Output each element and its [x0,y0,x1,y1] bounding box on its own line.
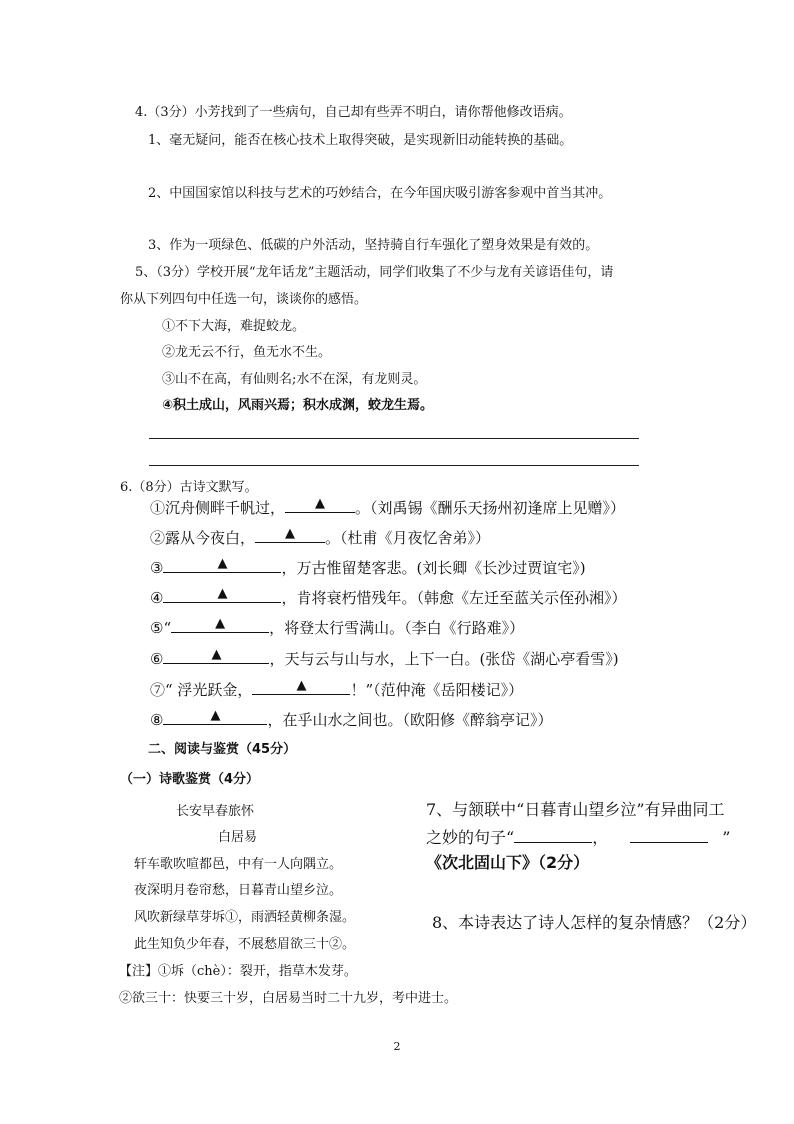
q6-blank-5[interactable] [171,618,269,633]
q5-stem-line2: 你从下列四句中任选一句，谈谈你的感悟。 [120,292,368,307]
q7-line-3: 《次北固山下》（2分） [426,853,590,872]
answer-line-2[interactable] [149,465,639,466]
poem-note-2: ②欲三十：快要三十岁，白居易当时二十九岁，考中进士。 [119,991,458,1006]
q6-item-8 [150,710,552,729]
triangle-mark-icon: ▲ [315,496,326,511]
triangle-mark-icon: ▲ [210,708,221,723]
triangle-mark-icon: ▲ [217,556,228,571]
q6-item-2-post: 。（杜甫《月夜忆舍弟》） [325,529,491,547]
q6-item-1-pre: ①沉舟侧畔千帆过， [150,499,286,517]
q6-blank-4[interactable] [163,588,281,603]
q6-item-8-pre: ⑧ [150,711,164,729]
q4-sentence-1: 1、毫无疑问，能否在核心技术上取得突破，是实现新旧动能转换的基础。 [148,133,573,148]
q6-item-7 [150,680,523,699]
triangle-mark-icon: ▲ [211,647,222,662]
q4-stem: 4.（3分）小芳找到了一些病句，自己却有些弄不明白，请你帮他修改语病。 [135,105,572,120]
q6-blank-7[interactable] [252,680,350,695]
q4-sentence-3: 3、作为一项绿色、低碳的户外活动，坚持骑自行车强化了塑身效果是有效的。 [148,238,599,253]
poem-title: 长安早春旅怀 [176,804,255,819]
triangle-mark-icon: ▲ [215,616,226,631]
q6-item-3 [150,558,586,577]
q7-line-2 [426,826,730,847]
q5-option-1: ①不下大海，难捉蛟龙。 [162,319,306,334]
triangle-mark-icon: ▲ [285,526,296,541]
q6-item-4 [150,588,626,607]
poem-author: 白居易 [218,830,258,845]
q6-item-7-post: ！”（范仲淹《岳阳楼记》） [350,681,524,699]
q6-item-6-post: ，天与云与山与水，上下一白。(张岱《湖心亭看雪》) [269,650,619,668]
poem-line-4: 此生知负少年春，不展愁眉欲三十②。 [134,937,356,952]
poem-note-1: 【注】①坼（chè）：裂开，指草木发芽。 [119,964,357,979]
q6-item-5-pre: ⑤“ [150,619,172,637]
poem-line-1: 轩车歌吹喧都邑，中有一人向隅立。 [134,857,343,872]
q7-line-2-mid: ， [592,828,609,847]
triangle-mark-icon: ▲ [217,586,228,601]
q8-text: 8、本诗表达了诗人怎样的复杂情感？（2分） [432,913,757,932]
page-number: 2 [393,1040,401,1053]
poem-line-2: 夜深明月卷帘愁，日暮青山望乡泣。 [134,883,343,898]
answer-line-1[interactable] [149,438,639,439]
q5-option-2: ②龙无云不行，鱼无水不生。 [162,345,332,360]
q6-blank-3[interactable] [163,558,281,573]
q5-stem-line1: 5、（3分）学校开展“龙年话龙”主题活动，同学们收集了不少与龙有关谚语佳句，请 [135,265,614,280]
q6-item-2 [150,528,490,547]
q6-item-4-post: ，肯将衰朽惜残年。（韩愈《左迁至蓝关示侄孙湘》） [281,589,627,607]
q6-item-1 [150,498,625,517]
section-2-title: 二、阅读与鉴赏（45分） [148,742,297,757]
q6-stem: 6.（8分）古诗文默写。 [120,480,258,495]
q6-item-6-pre: ⑥ [150,650,164,668]
q6-item-1-post: 。（刘禹锡《酬乐天扬州初逢席上见赠》） [355,499,626,517]
q6-blank-1[interactable] [285,498,355,513]
q6-item-5-post: ，将登太行雪满山。（李白《行路难》） [269,619,525,637]
q7-blank-2[interactable] [630,826,708,843]
q6-blank-8[interactable] [163,710,267,725]
q6-item-6 [150,649,619,668]
q5-option-4: ④积土成山，风雨兴焉；积水成渊，蛟龙生焉。 [162,398,434,413]
q6-item-8-post: ，在乎山水之间也。（欧阳修《醉翁亭记》） [267,711,553,729]
q7-line-1: 7、与颔联中“日暮青山望乡泣”有异曲同工 [426,800,725,819]
q6-item-3-post: ，万古惟留楚客悲。(刘长卿《长沙过贾谊宅》) [281,559,586,577]
q6-item-5 [150,618,524,637]
q7-line-2-post: ” [722,828,731,847]
q5-option-3: ③山不在高，有仙则名;水不在深，有龙则灵。 [162,372,427,387]
q6-blank-6[interactable] [163,649,269,664]
section-2-part-1: （一）诗歌鉴赏（4分） [120,772,260,787]
q6-item-2-pre: ②露从今夜白， [150,529,256,547]
q4-sentence-2: 2、中国国家馆以科技与艺术的巧妙结合，在今年国庆吸引游客参观中首当其冲。 [148,186,612,201]
poem-line-3: 风吹新绿草芽坼①，雨洒轻黄柳条湿。 [134,910,356,925]
q6-blank-2[interactable] [255,528,325,543]
q6-item-3-pre: ③ [150,559,164,577]
triangle-mark-icon: ▲ [296,678,307,693]
q6-item-7-pre: ⑦“ 浮光跃金， [150,681,253,699]
q6-item-4-pre: ④ [150,589,164,607]
q7-line-2-pre: 之妙的句子“ [426,828,515,847]
q7-blank-1[interactable] [514,826,592,843]
